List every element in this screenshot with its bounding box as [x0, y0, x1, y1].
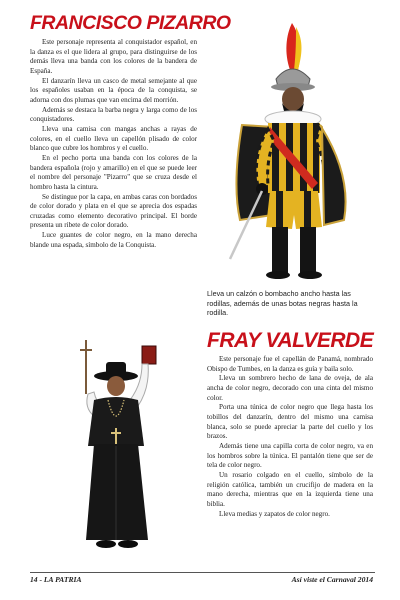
footer-publication-title: Así viste el Carnaval 2014	[291, 575, 373, 584]
paragraph: Luce guantes de color negro, en la mano derecha blande una espada, símbolo de la Conquista.	[30, 231, 197, 249]
paragraph: Además se destaca la barba negra y larga como de los conquistadores.	[30, 105, 197, 124]
paragraph: Este personaje representa al conquistador español, en la danza es el que lidera al grupo, para distinguirse de los demás lleva una banda con los colores de la bandera de España.	[30, 38, 197, 75]
section-title-valverde: FRAY VALVERDE	[207, 329, 374, 352]
section-title-pizarro: FRANCISCO PIZARRO	[30, 12, 231, 34]
footer-page-label: 14 - LA PATRIA	[30, 575, 82, 584]
fray-valverde-dancer-photo	[64, 336, 174, 560]
pizarro-photo-caption: Lleva un calzón o bombacho ancho hasta las rodillas, además de unas botas negras hasta la rodilla.	[207, 289, 358, 318]
paragraph: El danzarín lleva un casco de metal semejante al que los españoles usaban en la época de la conquista, se adorna con dos plumas que van encima del morrión.	[30, 76, 197, 104]
paragraph: Un rosario colgado en el cuello, símbolo de la religión católica, también un crucifijo de madera en la mano derecha, mientras que en la izquierda tiene una biblia.	[207, 470, 373, 508]
paragraph: Lleva una camisa con mangas anchas a rayas de colores, en el cuello lleva un capellón plisado de color blanco que cubre los hombros y el cuello.	[30, 124, 197, 153]
pizarro-dancer-photo	[212, 15, 372, 285]
footer-rule	[30, 572, 375, 573]
paragraph: Este personaje fue el capellán de Panamá, nombrado Obispo de Tumbes, en la danza es guía y baila solo.	[207, 355, 373, 373]
paragraph: Se distingue por la capa, en ambas caras con bordados de color dorado y plata en el que se aprecia dos espadas cruzadas como elemento decorativo principal. El borde presenta un ribete de color dorado.	[30, 192, 197, 230]
valverde-text-column	[207, 355, 373, 519]
paragraph: Porta una túnica de color negro que llega hasta los tobillos del danzarín, dentro del mismo una camisa blanca, solo se puede apreciar la parte del cuello y los brazos.	[207, 403, 373, 441]
paragraph: Además tiene una capilla corta de color negro, va en los hombros sobre la túnica. El pantalón tiene que ser de tela de color negro.	[207, 441, 373, 470]
pizarro-text-column	[30, 38, 197, 250]
paragraph: Lleva medias y zapatos de color negro.	[219, 509, 330, 518]
paragraph: Lleva un sombrero hecho de lana de oveja, de ala ancha de color negro, decorado con una cinta del mismo color.	[207, 374, 373, 402]
paragraph: En el pecho porta una banda con los colores de la bandera española (rojo y amarillo) en el que se puede leer el nombre del personaje "Pizarro" que se cruza desde el hombro hasta la cintura.	[30, 153, 197, 191]
